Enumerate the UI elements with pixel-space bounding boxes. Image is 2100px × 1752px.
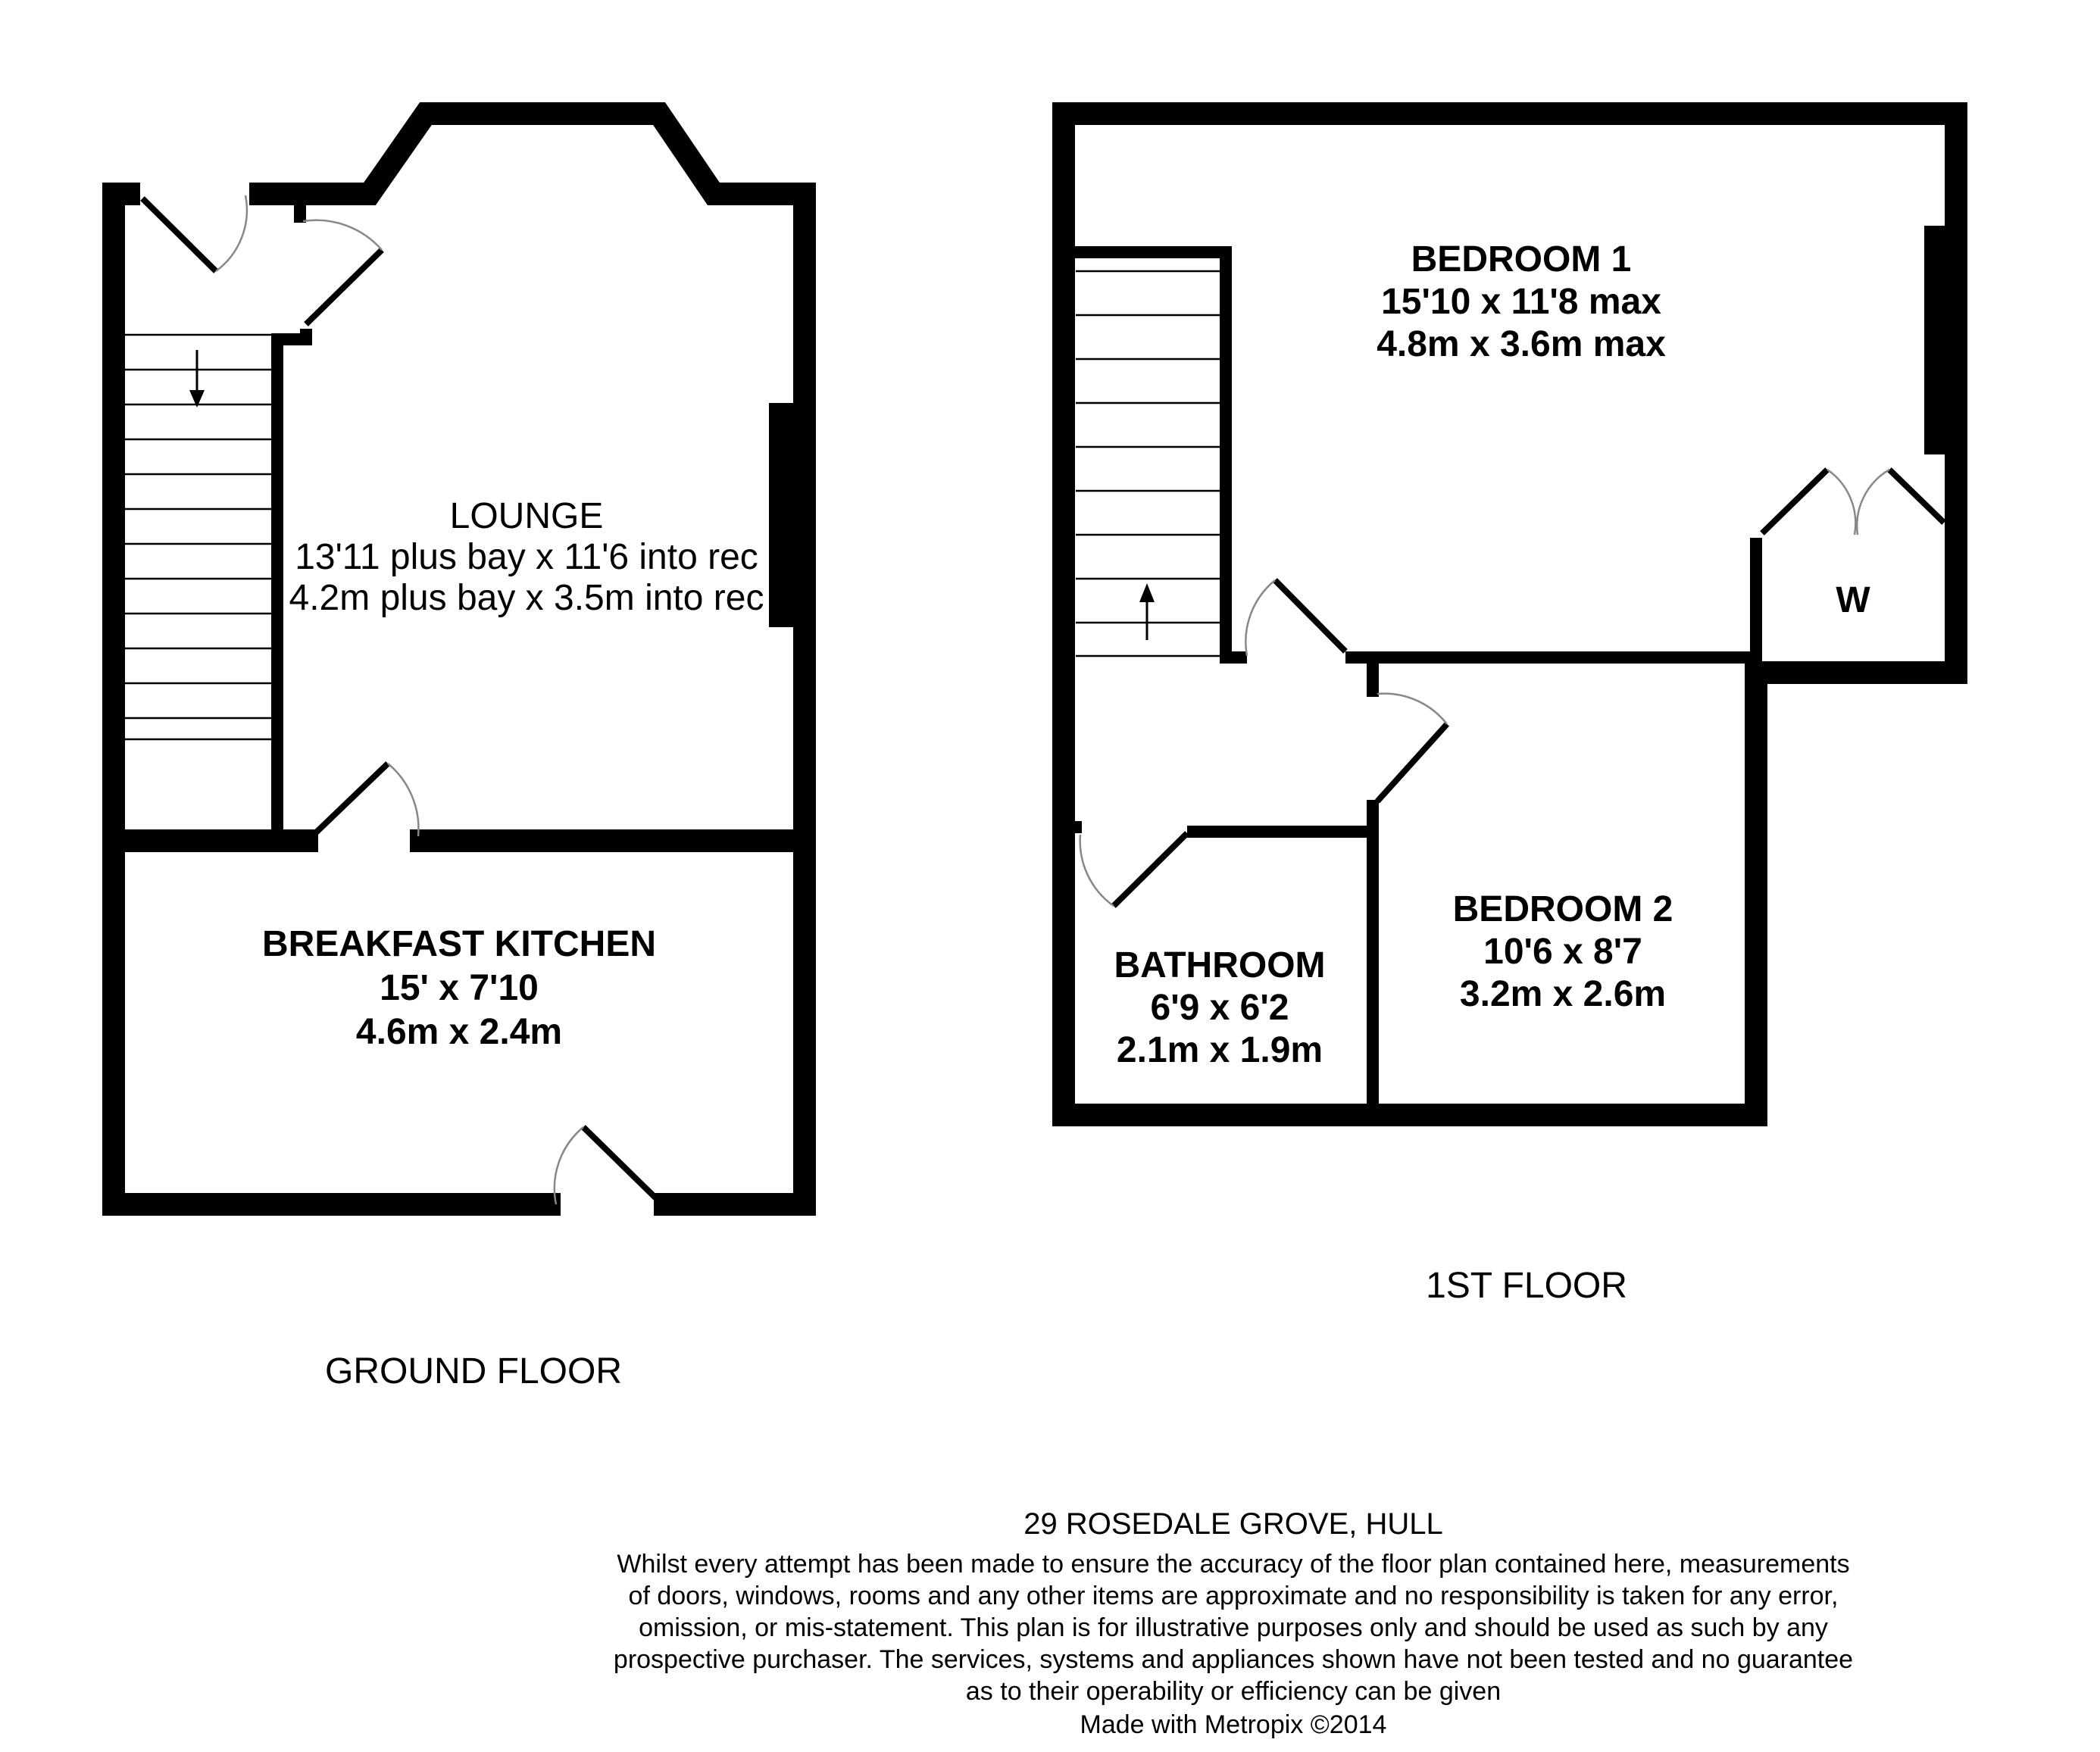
bedroom1-chimney-breast [1924,226,1948,454]
lounge-kitchen-door [312,764,418,836]
bathroom-metric-size: 2.1m x 1.9m [1116,1030,1323,1070]
ground-floor-plan [114,114,805,1391]
bedroom1-name: BEDROOM 1 [1411,239,1632,280]
ground-floor-label: GROUND FLOOR [324,1351,623,1391]
disclaimer-line-4: prospective purchaser. The services, systems and appliances shown have not been tested and no guarantee [613,1645,1854,1674]
lounge-metric-size: 4.2m plus bay x 3.5m into rec [289,578,764,618]
first-floor-plan [1064,114,1956,1306]
bedroom2-name: BEDROOM 2 [1452,889,1673,929]
kitchen-metric-size: 4.6m x 2.4m [355,1012,563,1052]
bedroom2-metric-size: 3.2m x 2.6m [1459,974,1667,1014]
footer [614,1507,1853,1739]
metropix-credit: Made with Metropix ©2014 [1080,1710,1387,1739]
disclaimer-line-1: Whilst every attempt has been made to ensure the accuracy of the floor plan contained here, measurements [617,1550,1850,1579]
wardrobe-label: W [1836,580,1870,620]
front-door [142,195,247,271]
bedroom1-imperial-size: 15'10 x 11'8 max [1381,282,1661,322]
bathroom-door [1080,833,1187,906]
hall-lounge-door [303,220,382,324]
disclaimer-line-2: of doors, windows, rooms and any other items are approximate and no responsibility is taken for any error, [628,1582,1839,1610]
bathroom-name: BATHROOM [1114,945,1326,985]
bedroom1-metric-size: 4.8m x 3.6m max [1377,324,1666,364]
kitchen-back-door [555,1127,658,1204]
kitchen-name: BREAKFAST KITCHEN [261,924,657,964]
stair-enclosure-wall [1070,252,1241,657]
bedroom2-imperial-size: 10'6 x 8'7 [1483,932,1642,972]
stair-up-arrow-icon [1139,583,1155,640]
property-address: 29 ROSEDALE GROVE, HULL [1023,1507,1443,1541]
lounge-name: LOUNGE [449,496,604,536]
disclaimer-line-3: omission, or mis-statement. This plan is for illustrative purposes only and should be used as such by any [639,1613,1828,1642]
lounge-chimney-breast [769,403,796,627]
first-floor-label: 1ST FLOOR [1426,1266,1627,1306]
kitchen-imperial-size: 15' x 7'10 [380,968,539,1008]
lounge-imperial-size: 13'11 plus bay x 11'6 into rec [295,537,758,577]
ground-floor-left-wall [114,194,129,1204]
disclaimer-line-5: as to their operability or efficiency can be given [965,1677,1502,1706]
bedroom2-door [1377,694,1447,801]
stair-down-arrow-icon [189,350,205,408]
bedroom1-door [1245,580,1345,656]
wardrobe-doors [1762,470,1944,535]
bathroom-imperial-size: 6'9 x 6'2 [1150,988,1289,1028]
